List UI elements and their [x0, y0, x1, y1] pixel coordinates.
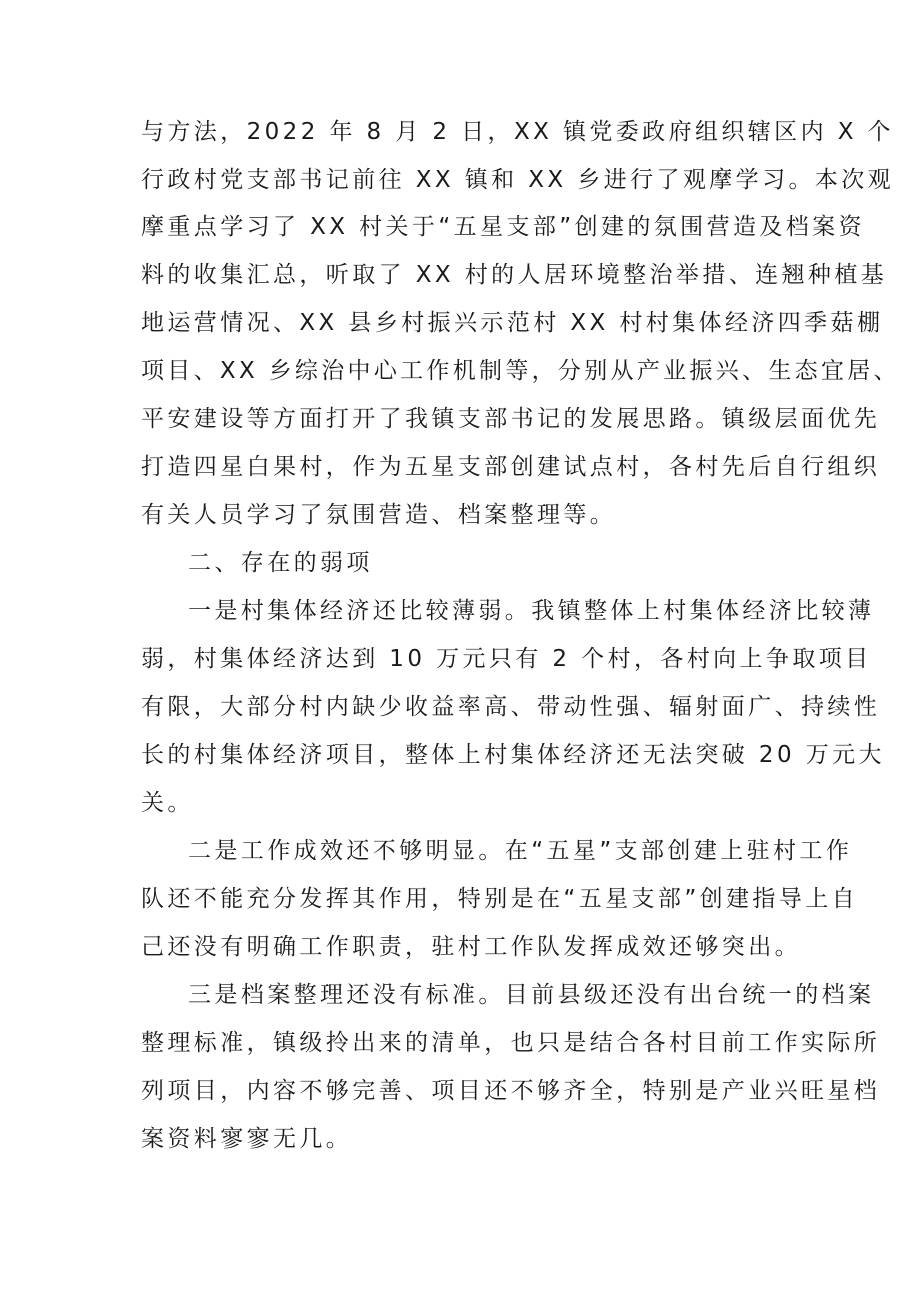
- paragraph-line: 弱，村集体经济达到 10 万元只有 2 个村，各村向上争取项目: [141, 646, 872, 672]
- paragraph-line: 案资料寥寥无几。: [141, 1126, 353, 1152]
- paragraph-line: 整理标准，镇级拎出来的清单，也只是结合各村目前工作实际所: [141, 1030, 881, 1056]
- section-heading: 二、存在的弱项: [188, 550, 373, 576]
- paragraph-line: 项目、XX 乡综治中心工作机制等，分别从产业振兴、生态宜居、: [141, 358, 900, 384]
- paragraph-line: 行政村党支部书记前往 XX 镇和 XX 乡进行了观摩学习。本次观: [141, 167, 895, 193]
- paragraph-line: 地运营情况、XX 县乡村振兴示范村 XX 村村集体经济四季菇棚: [141, 310, 884, 336]
- paragraph-line: 关。: [141, 790, 194, 816]
- paragraph-line: 长的村集体经济项目，整体上村集体经济还无法突破 20 万元大: [141, 742, 885, 768]
- paragraph-line: 列项目，内容不够完善、项目还不够齐全，特别是产业兴旺星档: [141, 1078, 881, 1104]
- paragraph-line: 打造四星白果村，作为五星支部创建试点村，各村先后自行组织: [141, 454, 881, 480]
- paragraph-line: 摩重点学习了 XX 村关于“五星支部”创建的氛围营造及档案资: [141, 214, 865, 240]
- paragraph-line: 二是工作成效还不够明显。在“五星”支部创建上驻村工作: [188, 838, 853, 864]
- paragraph-line: 有限，大部分村内缺少收益率高、带动性强、辐射面广、持续性: [141, 694, 881, 720]
- paragraph-line: 三是档案整理还没有标准。目前县级还没有出台统一的档案: [188, 982, 875, 1008]
- paragraph-line: 与方法，2022 年 8 月 2 日，XX 镇党委政府组织辖区内 X 个: [141, 119, 894, 145]
- paragraph-line: 己还没有明确工作职责，驻村工作队发挥成效还够突出。: [141, 934, 801, 960]
- paragraph-line: 一是村集体经济还比较薄弱。我镇整体上村集体经济比较薄: [188, 598, 875, 624]
- paragraph-line: 有关人员学习了氛围营造、档案整理等。: [141, 502, 617, 528]
- paragraph-line: 料的收集汇总，听取了 XX 村的人居环境整治举措、连翘种植基: [141, 262, 888, 288]
- paragraph-line: 队还不能充分发挥其作用，特别是在“五星支部”创建指导上自: [141, 886, 859, 912]
- paragraph-line: 平安建设等方面打开了我镇支部书记的发展思路。镇级层面优先: [141, 406, 881, 432]
